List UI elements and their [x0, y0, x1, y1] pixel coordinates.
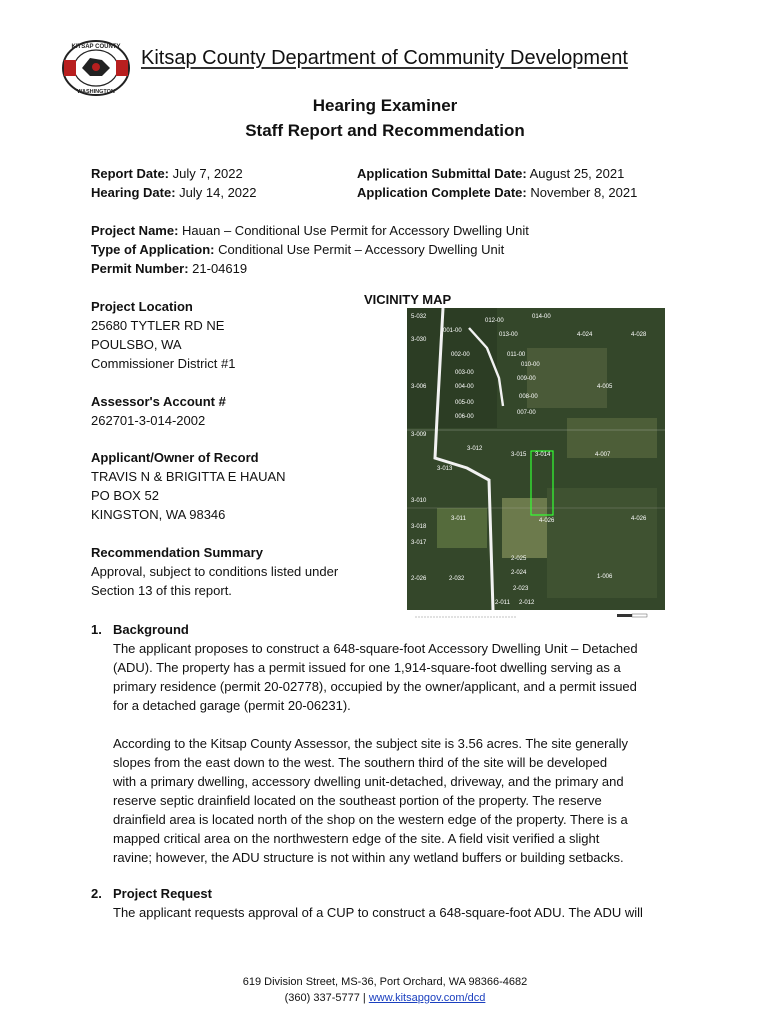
hearing-date-row [91, 183, 257, 202]
owner-heading: Applicant/Owner of Record [91, 450, 259, 465]
svg-text:2-011: 2-011 [495, 600, 510, 606]
section-title: Project Request [113, 886, 212, 901]
svg-text:001-00: 001-00 [443, 328, 462, 334]
owner-line: TRAVIS N & BRIGITTA E HAUAN [91, 469, 286, 484]
svg-text:004-00: 004-00 [455, 384, 474, 390]
vicinity-map-image [407, 308, 665, 610]
permit-number-row [91, 259, 247, 278]
svg-text:005-00: 005-00 [455, 400, 474, 406]
location-line: 25680 TYTLER RD NE [91, 318, 225, 333]
svg-text:3-010: 3-010 [411, 498, 427, 504]
section-number: 1. [91, 622, 102, 637]
report-date-label: Report Date: [91, 166, 170, 181]
svg-text:3-030: 3-030 [411, 337, 427, 343]
paragraph-line: for a detached garage (permit 20-06231). [113, 698, 351, 713]
svg-text:2-032: 2-032 [449, 576, 465, 582]
section-number: 2. [91, 886, 102, 901]
svg-text:3-009: 3-009 [411, 432, 427, 438]
submittal-date-row [357, 164, 624, 183]
svg-text:2-025: 2-025 [511, 556, 527, 562]
svg-text:4-007: 4-007 [595, 452, 611, 458]
report-title-line1: Hearing Examiner [312, 96, 458, 115]
paragraph-line: The applicant proposes to construct a 648-square-foot Accessory Dwelling Unit – Detached [113, 641, 638, 656]
svg-text:2-024: 2-024 [511, 570, 527, 576]
svg-text:3-014: 3-014 [535, 452, 551, 458]
svg-text:4-026: 4-026 [539, 518, 555, 524]
paragraph-line: (ADU). The property has a permit issued for one 1,914-square-foot dwelling serving as a [113, 660, 621, 675]
project-location-block [91, 297, 391, 373]
svg-text:007-00: 007-00 [517, 410, 536, 416]
svg-text:009-00: 009-00 [517, 376, 536, 382]
paragraph-line: The applicant requests approval of a CUP to construct a 648-square-foot ADU. The ADU will [113, 905, 643, 920]
project-location-heading: Project Location [91, 299, 193, 314]
svg-text:012-00: 012-00 [485, 318, 504, 324]
submittal-date-value: August 25, 2021 [529, 166, 625, 181]
application-type-label: Type of Application: [91, 242, 215, 257]
department-name: Kitsap County Department of Community Development [141, 47, 628, 69]
recommendation-line: Approval, subject to conditions listed under [91, 564, 339, 579]
owner-line: KINGSTON, WA 98346 [91, 507, 226, 522]
svg-text:3-006: 3-006 [411, 384, 427, 390]
report-date-row [91, 164, 243, 183]
paragraph-line: drainfield area is located north of the shop on the western edge of the property. There is a [113, 812, 628, 827]
section-project-request [91, 884, 711, 922]
svg-text:010-00: 010-00 [521, 362, 540, 368]
section-paragraph [113, 903, 711, 922]
svg-text:3-012: 3-012 [467, 446, 483, 452]
complete-date-value: November 8, 2021 [530, 185, 638, 200]
svg-text:008-00: 008-00 [519, 394, 538, 400]
section-paragraph [113, 734, 711, 867]
footer-phone: (360) 337-5777 | [284, 992, 366, 1004]
svg-text:3-017: 3-017 [411, 540, 427, 546]
svg-text:3-011: 3-011 [451, 516, 466, 522]
permit-number-value: 21-04619 [192, 261, 248, 276]
svg-text:2-026: 2-026 [411, 576, 427, 582]
section-title: Background [113, 622, 189, 637]
svg-text:3-015: 3-015 [511, 452, 527, 458]
section-paragraph [113, 639, 711, 715]
svg-text:4-028: 4-028 [631, 332, 647, 338]
application-type-value: Conditional Use Permit – Accessory Dwelling Unit [218, 242, 505, 257]
assessor-block [91, 392, 391, 430]
owner-line: PO BOX 52 [91, 488, 159, 503]
svg-text:2-012: 2-012 [519, 600, 535, 606]
report-date-value: July 7, 2022 [172, 166, 243, 181]
svg-text:3-013: 3-013 [437, 466, 453, 472]
complete-date-label: Application Complete Date: [357, 185, 527, 200]
paragraph-line: ravine; however, the ADU structure is not within any wetland buffers or building setbacks. [113, 850, 624, 865]
paragraph-line: reserve septic drainfield located on the southeast portion of the property. The reserve [113, 793, 602, 808]
assessor-heading: Assessor's Account # [91, 394, 226, 409]
hearing-date-value: July 14, 2022 [179, 185, 257, 200]
footer-address: 619 Division Street, MS-36, Port Orchard, WA 98366-4682 [242, 976, 528, 988]
paragraph-line: with a primary dwelling, accessory dwelling unit-detached, driveway, and the primary and [113, 774, 624, 789]
svg-text:014-00: 014-00 [532, 314, 551, 320]
hearing-date-label: Hearing Date: [91, 185, 176, 200]
svg-text:2-023: 2-023 [513, 586, 529, 592]
paragraph-line: primary residence (permit 20-02778), occupied by the owner/applicant, and a permit issued [113, 679, 637, 694]
assessor-value: 262701-3-014-2002 [91, 413, 206, 428]
permit-number-label: Permit Number: [91, 261, 189, 276]
county-seal-logo [58, 38, 134, 98]
svg-text:002-00: 002-00 [451, 352, 470, 358]
svg-text:4-026: 4-026 [631, 516, 647, 522]
owner-block [91, 448, 391, 524]
footer-contact [0, 990, 770, 1006]
section-background [91, 620, 711, 867]
project-name-row [91, 221, 529, 240]
complete-date-row [357, 183, 637, 202]
report-title-line2: Staff Report and Recommendation [245, 121, 525, 140]
location-line: Commissioner District #1 [91, 356, 236, 371]
application-type-row [91, 240, 504, 259]
paragraph-line: slopes from the east down to the west. The southern third of the site will be developed [113, 755, 608, 770]
recommendation-block [91, 543, 391, 600]
svg-text:006-00: 006-00 [455, 414, 474, 420]
location-line: POULSBO, WA [91, 337, 182, 352]
paragraph-line: According to the Kitsap County Assessor, the subject site is 3.56 acres. The site generally [113, 736, 628, 751]
svg-text:1-006: 1-006 [597, 574, 613, 580]
project-name-label: Project Name: [91, 223, 179, 238]
svg-text:3-018: 3-018 [411, 524, 427, 530]
submittal-date-label: Application Submittal Date: [357, 166, 527, 181]
project-name-value: Hauan – Conditional Use Permit for Accessory Dwelling Unit [182, 223, 529, 238]
svg-text:011-00: 011-00 [507, 352, 526, 358]
svg-text:003-00: 003-00 [455, 370, 474, 376]
footer-website-link[interactable]: www.kitsapgov.com/dcd [368, 992, 486, 1004]
svg-text:KITSAP COUNTY: KITSAP COUNTY [71, 44, 121, 50]
svg-text:4-005: 4-005 [597, 384, 613, 390]
recommendation-line: Section 13 of this report. [91, 583, 232, 598]
svg-text:013-00: 013-00 [499, 332, 518, 338]
svg-text:4-024: 4-024 [577, 332, 593, 338]
recommendation-heading: Recommendation Summary [91, 545, 263, 560]
paragraph-line: mapped critical area on the northwestern edge of the site. A field visit verified a slight [113, 831, 600, 846]
svg-text:5-032: 5-032 [411, 314, 427, 320]
svg-text:WASHINGTON: WASHINGTON [77, 89, 115, 95]
vicinity-map-title: VICINITY MAP [364, 292, 452, 307]
